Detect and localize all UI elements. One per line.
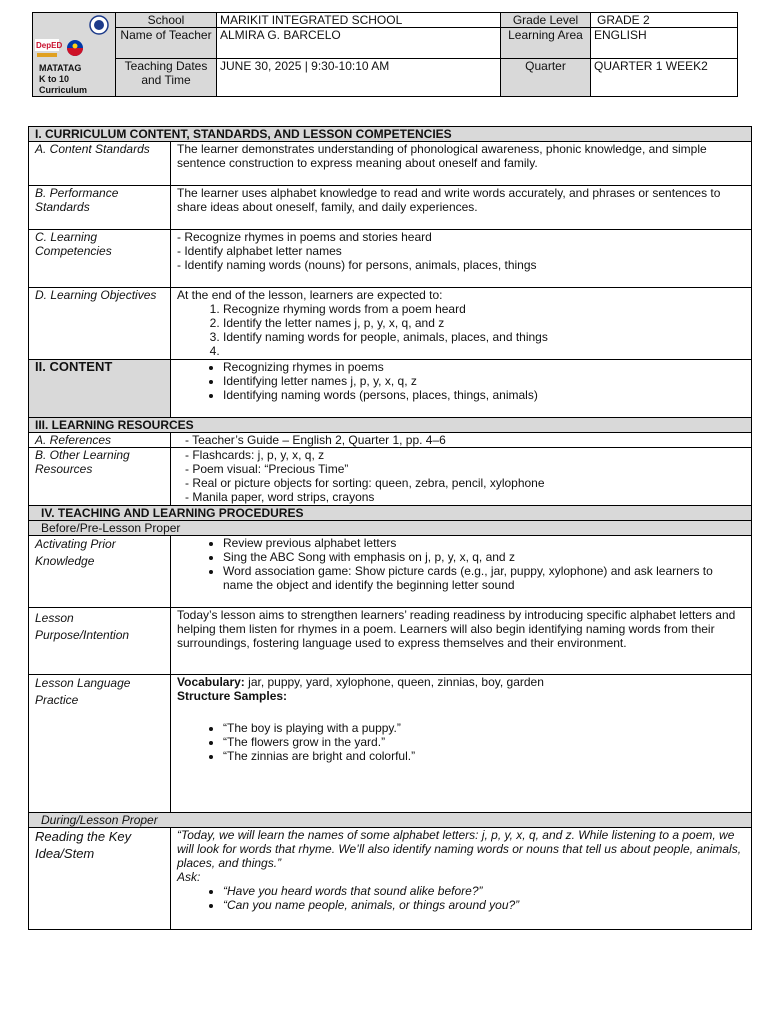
teaching-dates-label: Teaching Dates and Time	[116, 58, 217, 96]
teacher-label: Name of Teacher	[116, 28, 217, 58]
other-resources-label: B. Other Learning Resources	[29, 448, 171, 506]
structure-sample-item: • “The zinnias are bright and colorful.”	[223, 749, 745, 763]
section-resources-title: III. LEARNING RESOURCES	[29, 418, 752, 433]
before-lesson-label: Before/Pre-Lesson Proper	[29, 521, 752, 536]
activating-item: • Word association game: Show picture cards (e.g., jar, puppy, xylophone) and ask learners to name the object and identify the beginning letter sound	[223, 564, 745, 592]
activating-prior-knowledge-cell	[171, 536, 752, 608]
grade-level-label: Grade Level	[501, 13, 591, 28]
references-text: - Teacher’s Guide – English 2, Quarter 1, pp. 4–6	[171, 433, 752, 448]
activating-prior-knowledge-label: Activating Prior Knowledge	[29, 536, 171, 608]
vocabulary-text: jar, puppy, yard, xylophone, queen, zinnias, boy, garden	[244, 675, 544, 689]
activating-item: • Review previous alphabet letters	[223, 536, 745, 550]
objective-item: 2. Identify the letter names j, p, y, x, q, and z	[223, 316, 745, 330]
ask-label: Ask:	[177, 870, 201, 884]
grade-level-value: GRADE 2	[591, 13, 738, 28]
content-standards-text: The learner demonstrates understanding of phonological awareness, phonic knowledge, and simple sentence construction to express meaning about oneself and family.	[171, 142, 752, 186]
structure-samples-label: Structure Samples:	[177, 689, 288, 703]
structure-samples-list	[177, 721, 745, 763]
lesson-plan-table	[28, 126, 752, 930]
learning-objectives-label: D. Learning Objectives	[29, 288, 171, 360]
learning-area-label: Learning Area	[501, 28, 591, 58]
objective-item: 1. Recognize rhyming words from a poem heard	[223, 302, 745, 316]
learning-area-value: ENGLISH	[591, 28, 738, 58]
reading-key-idea-label: Reading the Key Idea/Stem	[29, 828, 171, 930]
structure-sample-item: • “The boy is playing with a puppy.”	[223, 721, 745, 735]
matatag-label: MATATAG K to 10 Curriculum	[39, 63, 88, 95]
svg-text:DepED: DepED	[36, 41, 63, 50]
competency-item: - Identify alphabet letter names	[177, 244, 342, 258]
learning-competencies-label: C. Learning Competencies	[29, 230, 171, 288]
competency-item: - Recognize rhymes in poems and stories heard	[177, 230, 432, 244]
content-item: • Identifying letter names j, p, y, x, q, z	[223, 374, 745, 388]
school-value: MARIKIT INTEGRATED SCHOOL	[217, 13, 501, 28]
resource-item: - Real or picture objects for sorting: queen, zebra, pencil, xylophone	[185, 476, 545, 490]
section-curriculum-title: I. CURRICULUM CONTENT, STANDARDS, AND LESSON COMPETENCIES	[29, 127, 752, 142]
objectives-intro: At the end of the lesson, learners are expected to:	[177, 288, 443, 302]
lesson-language-practice-label: Lesson Language Practice	[29, 675, 171, 813]
section-procedures-title: IV. TEACHING AND LEARNING PROCEDURES	[29, 506, 752, 521]
content-standards-label: A. Content Standards	[29, 142, 171, 186]
ask-list	[177, 884, 745, 912]
lesson-purpose-text: Today’s lesson aims to strengthen learners’ reading readiness by introducing specific alphabet letters and helping them listen for rhymes in a poem. Learners will also begin identifying naming words from their surroundings, fostering language used to express themselves and their environment.	[171, 608, 752, 675]
quarter-label: Quarter	[501, 58, 591, 96]
structure-sample-item: • “The flowers grow in the yard.”	[223, 735, 745, 749]
vocabulary-line	[177, 675, 745, 689]
content-item: • Identifying naming words (persons, places, things, animals)	[223, 388, 745, 402]
other-resources-list	[171, 448, 752, 506]
school-label: School	[116, 13, 217, 28]
performance-standards-text: The learner uses alphabet knowledge to read and write words accurately, and phrases or sentences to share ideas about oneself, family, and daily experiences.	[171, 186, 752, 230]
ask-item: • “Can you name people, animals, or things around you?”	[223, 898, 745, 912]
reading-key-idea-cell	[171, 828, 752, 930]
references-label: A. References	[29, 433, 171, 448]
teaching-dates-value: JUNE 30, 2025 | 9:30-10:10 AM	[217, 58, 501, 96]
logo-cell	[33, 13, 116, 97]
learning-competencies-list	[171, 230, 752, 288]
competency-item: - Identify naming words (nouns) for persons, animals, places, things	[177, 258, 537, 272]
objective-item	[223, 344, 745, 358]
ask-item: • “Have you heard words that sound alike before?”	[223, 884, 745, 898]
performance-standards-label: B. Performance Standards	[29, 186, 171, 230]
objectives-list	[177, 302, 745, 358]
lesson-purpose-label: Lesson Purpose/Intention	[29, 608, 171, 675]
resource-item: - Flashcards: j, p, y, x, q, z	[185, 448, 325, 462]
during-lesson-label: During/Lesson Proper	[29, 813, 752, 828]
reading-key-idea-text: “Today, we will learn the names of some alphabet letters: j, p, y, x, q, and z. While listening to a poem, we will look for words that rhyme. We’ll also identify naming words or nouns that tell us about people, animals, places, and things.”	[177, 828, 742, 870]
content-list	[177, 360, 745, 402]
resource-item: - Manila paper, word strips, crayons	[185, 490, 375, 504]
vocabulary-label: Vocabulary:	[177, 675, 245, 689]
header-table	[32, 12, 738, 97]
lesson-language-practice-cell	[171, 675, 752, 813]
teacher-value: ALMIRA G. BARCELO	[217, 28, 501, 58]
content-section-title: II. CONTENT	[29, 360, 171, 418]
content-item: • Recognizing rhymes in poems	[223, 360, 745, 374]
content-section-cell	[171, 360, 752, 418]
activating-item: • Sing the ABC Song with emphasis on j, p, y, x, q, and z	[223, 550, 745, 564]
learning-objectives-cell	[171, 288, 752, 360]
activating-list	[177, 536, 745, 592]
objective-item: 3. Identify naming words for people, animals, places, and things	[223, 330, 745, 344]
resource-item: - Poem visual: “Precious Time”	[185, 462, 349, 476]
quarter-value: QUARTER 1 WEEK2	[591, 58, 738, 96]
